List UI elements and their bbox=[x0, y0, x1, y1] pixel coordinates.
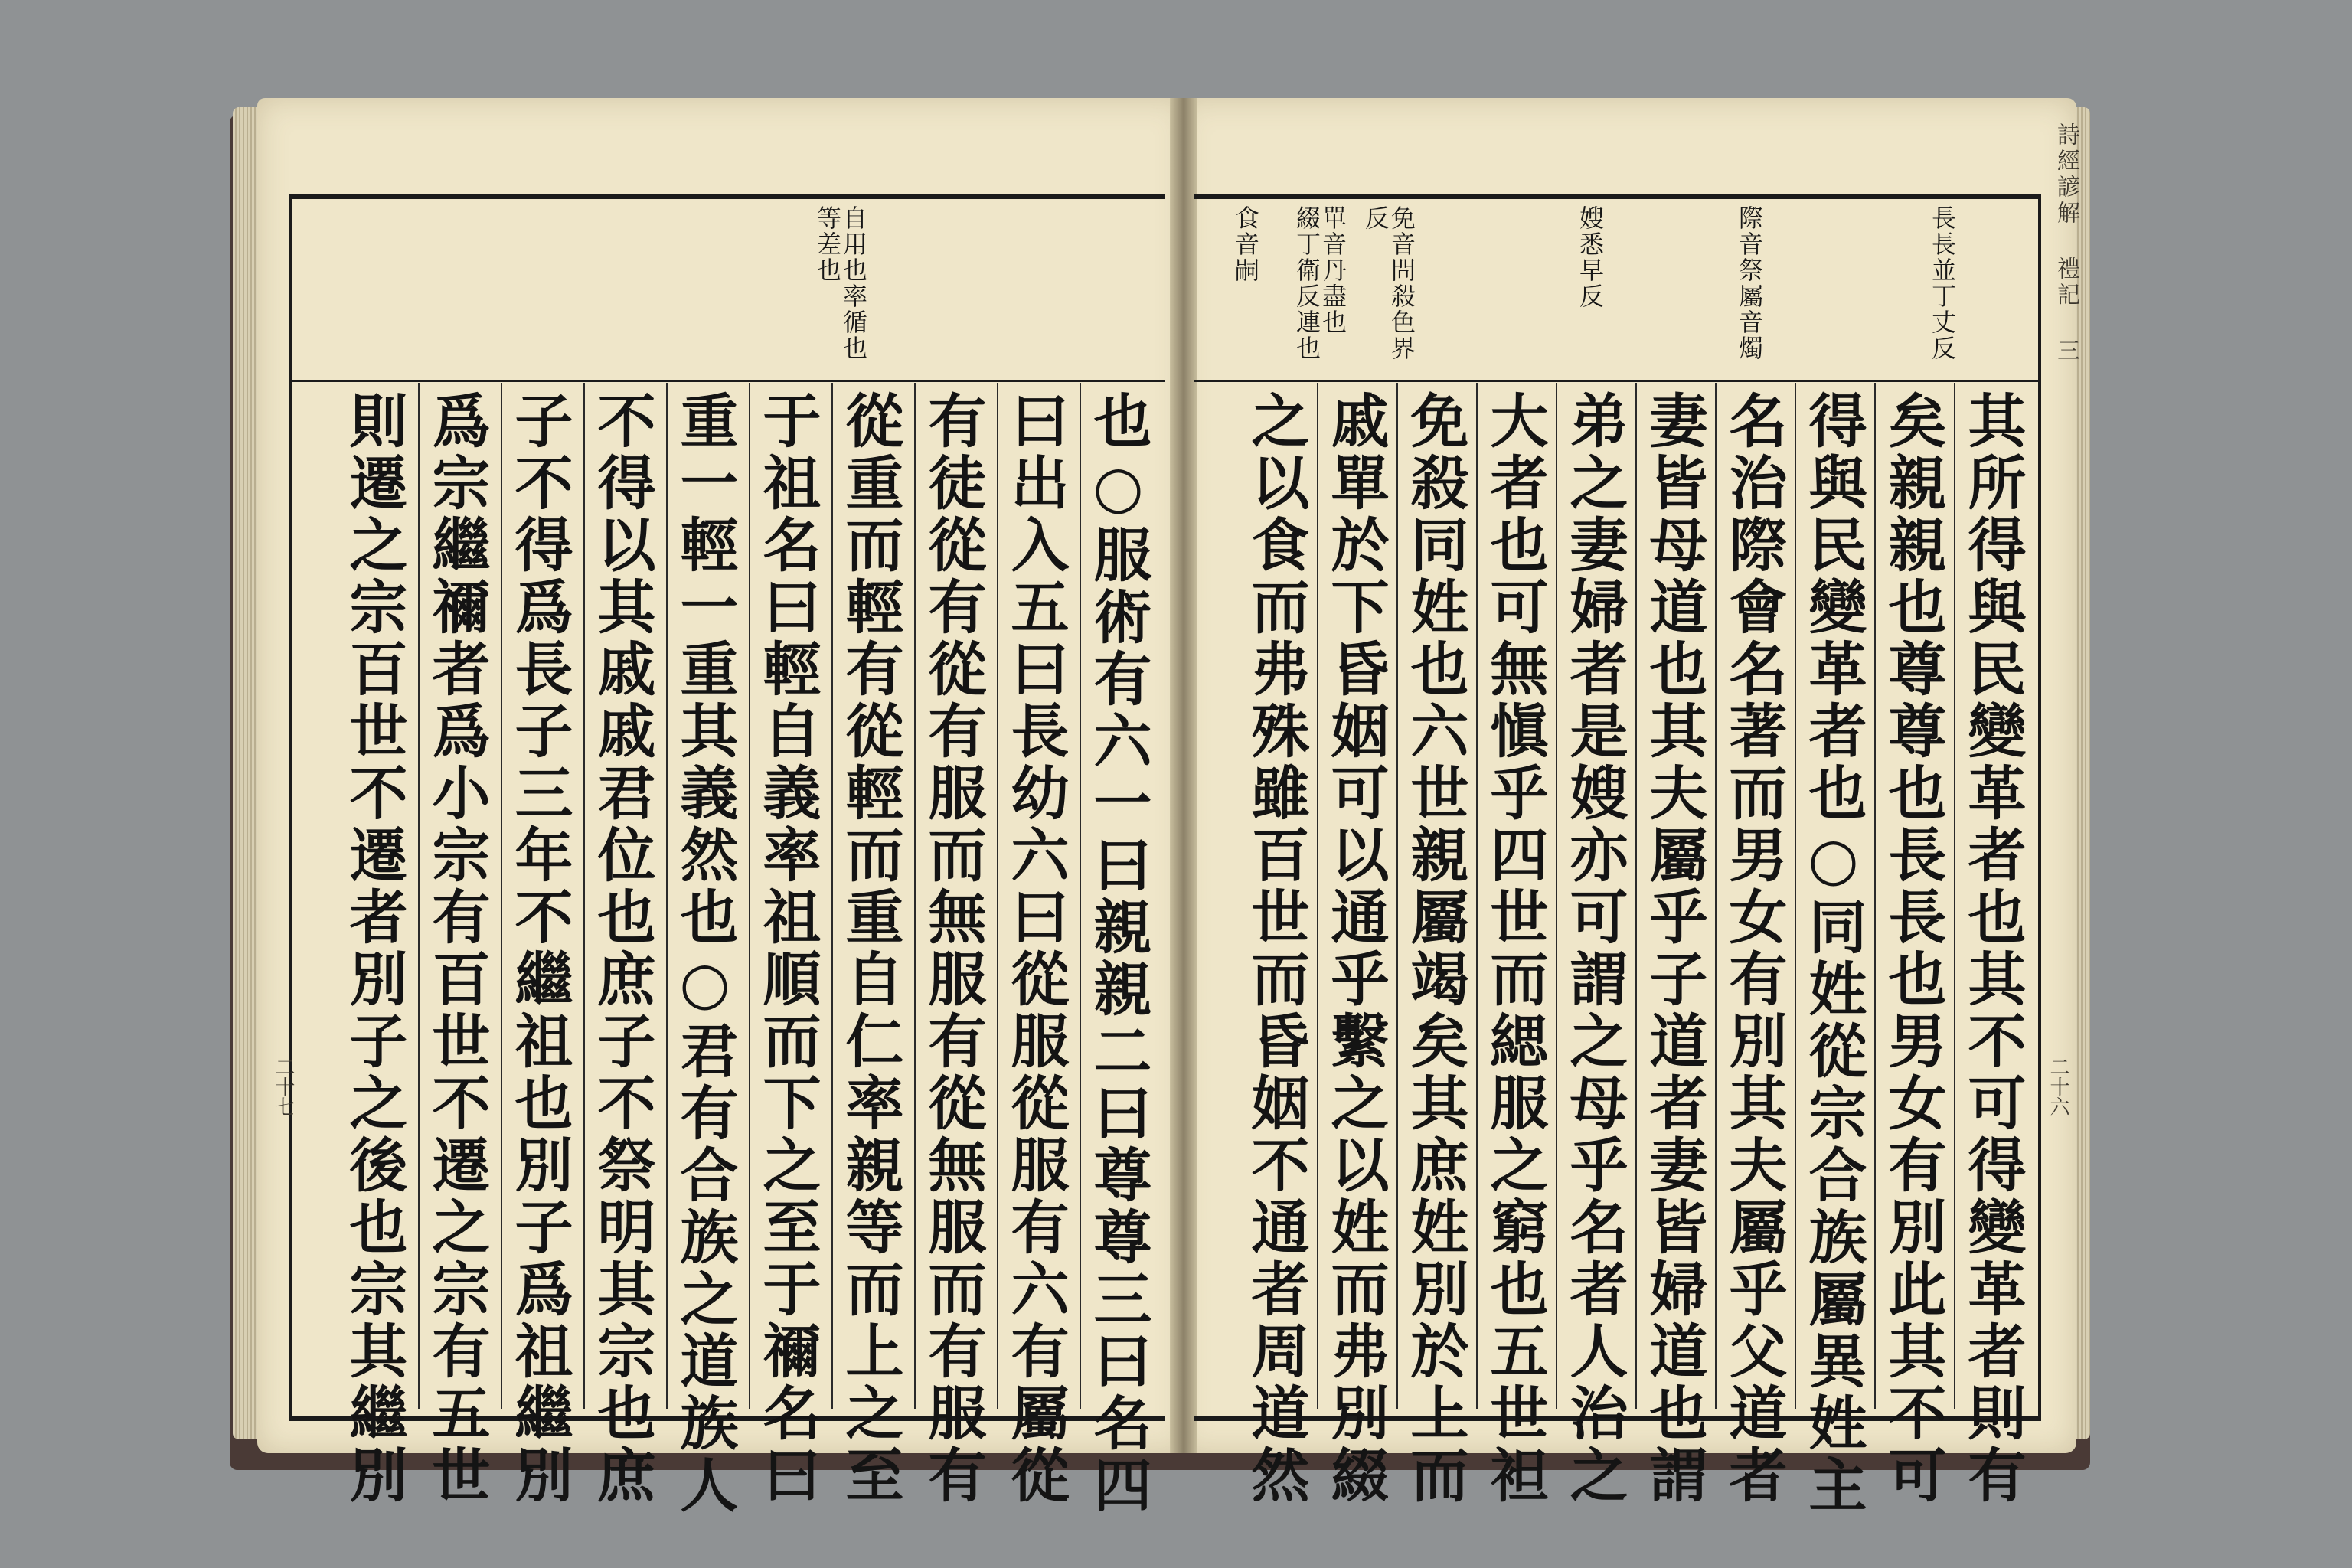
left-text-column-5: 于祖名曰輕自義率祖順而下之至于禰名曰 bbox=[753, 390, 822, 1507]
column-rule bbox=[666, 383, 668, 1409]
right-text-column-9: 戚單於下昏姻可以通乎繫之以姓而弗別綴 bbox=[1321, 390, 1390, 1507]
left-text-column-3: 有徒從有從有服而無服有從無服而有服有 bbox=[919, 390, 987, 1507]
left-text-column-7: 不得以其戚戚君位也庶子不祭明其宗也庶 bbox=[588, 390, 656, 1507]
right-headnote-1: 長長並丁丈反 bbox=[1928, 205, 1957, 361]
column-rule bbox=[1635, 383, 1637, 1409]
right-text-column-1: 其所得與民變革者也其不可得變革者則有 bbox=[1958, 390, 2027, 1507]
right-page-edge-label: 詩經諺解 禮記 三 bbox=[2053, 122, 2079, 364]
book-gutter bbox=[1170, 98, 1197, 1453]
left-text-column-8: 子不得爲長子三年不繼祖也別子爲祖繼別 bbox=[505, 390, 573, 1507]
right-headnote-4: 免音問殺色界 反 bbox=[1361, 205, 1416, 361]
column-rule bbox=[501, 383, 502, 1409]
right-text-column-6: 弟之妻婦者是嫂亦可謂之母乎名者人治之 bbox=[1560, 390, 1628, 1507]
right-headnote-5: 單音丹盡也 綴丁衛反連也 bbox=[1292, 205, 1348, 361]
column-rule bbox=[831, 383, 833, 1409]
left-page-number: 二十七 bbox=[272, 1057, 295, 1116]
right-text-column-4: 名治際會名著而男女有別其夫屬乎父道者 bbox=[1720, 390, 1788, 1507]
right-page-number: 二十六 bbox=[2047, 1057, 2069, 1116]
column-rule bbox=[749, 383, 750, 1409]
right-text-column-8: 免殺同姓也六世親屬竭矣其庶姓別於上而 bbox=[1401, 390, 1469, 1507]
column-rule bbox=[1795, 383, 1796, 1409]
left-text-column-4: 從重而輕有從輕而重自仁率親等而上之至 bbox=[836, 390, 904, 1507]
right-headnote-2: 際音祭屬音燭 bbox=[1735, 205, 1764, 361]
left-text-column-1: 也○服術有六一曰親親二曰尊尊三曰名四 bbox=[1084, 390, 1152, 1517]
column-rule bbox=[1715, 383, 1717, 1409]
column-rule bbox=[1954, 383, 1955, 1409]
column-rule bbox=[1874, 383, 1876, 1409]
right-text-column-7: 大者也可無愼乎四世而緦服之窮也五世袒 bbox=[1481, 390, 1549, 1507]
right-text-column-5: 妻皆母道也其夫屬乎子道者妻皆婦道也謂 bbox=[1640, 390, 1708, 1507]
right-header-rule bbox=[1194, 380, 2041, 382]
column-rule bbox=[583, 383, 585, 1409]
left-headnote-1: 自用也率循也 等差也 bbox=[813, 205, 868, 361]
right-headnote-6: 食音嗣 bbox=[1231, 205, 1260, 283]
column-rule bbox=[1476, 383, 1478, 1409]
left-text-column-2: 曰出入五曰長幼六曰從服從服有六有屬從 bbox=[1001, 390, 1070, 1507]
left-text-column-9: 爲宗繼禰者爲小宗有百世不遷之宗有五世 bbox=[423, 390, 491, 1507]
column-rule bbox=[914, 383, 916, 1409]
column-rule bbox=[1317, 383, 1318, 1409]
column-rule bbox=[1080, 383, 1081, 1409]
column-rule bbox=[997, 383, 998, 1409]
left-text-column-6: 重一輕一重其義然也○君有合族之道族人 bbox=[671, 390, 739, 1517]
left-text-column-10: 則遷之宗百世不遷者別子之後也宗其繼別 bbox=[340, 390, 408, 1507]
right-text-column-2: 矣親親也尊尊也長長也男女有別此其不可 bbox=[1879, 390, 1947, 1507]
right-text-column-3: 得與民變革者也○同姓從宗合族屬異姓主 bbox=[1799, 390, 1867, 1517]
left-header-rule bbox=[289, 380, 1165, 382]
column-rule bbox=[1396, 383, 1398, 1409]
right-headnote-3: 嫂悉早反 bbox=[1576, 205, 1605, 309]
right-text-column-10: 之以食而弗殊雖百世而昏姻不通者周道然 bbox=[1242, 390, 1310, 1507]
column-rule bbox=[1556, 383, 1557, 1409]
column-rule bbox=[418, 383, 420, 1409]
